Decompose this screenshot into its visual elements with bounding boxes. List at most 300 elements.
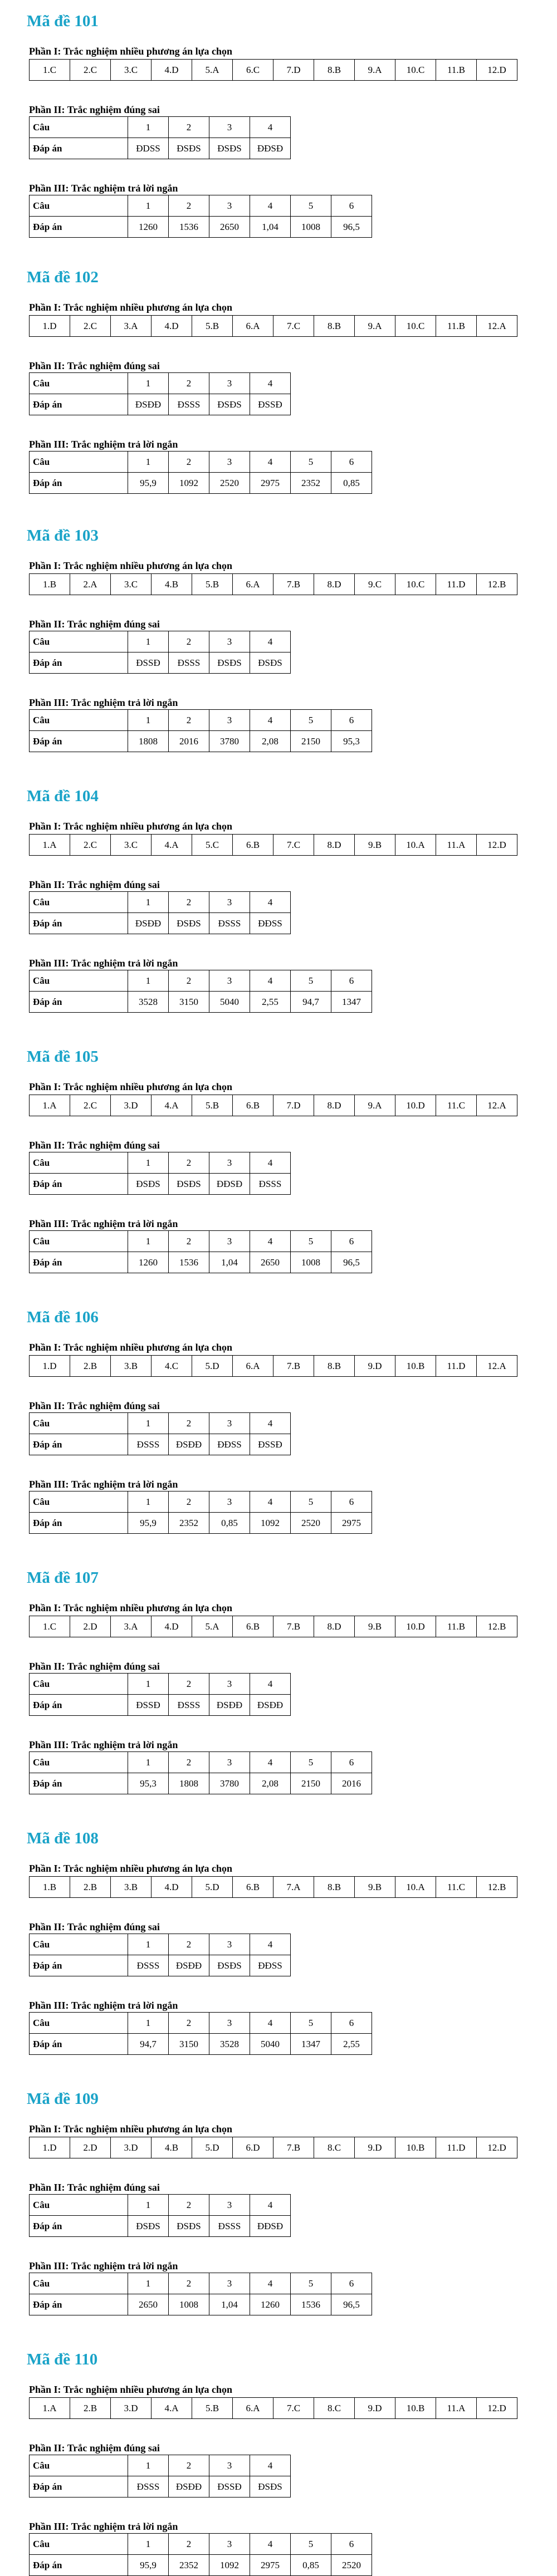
tf-answer-cell: ĐSSS xyxy=(209,913,250,934)
short-answer-cell: 1536 xyxy=(169,1252,209,1273)
row-header-question: Câu xyxy=(30,1674,128,1695)
short-answer-cell: 1,04 xyxy=(250,217,291,238)
tf-answer-cell: ĐSĐS xyxy=(250,652,291,674)
mc-answer-cell: 12.B xyxy=(477,1616,517,1637)
question-number-cell: 5 xyxy=(291,195,331,217)
part3-heading: Phần III: Trắc nghiệm trả lời ngắn xyxy=(29,2521,178,2532)
mc-answer-cell: 11.A xyxy=(436,2398,477,2419)
table-row xyxy=(30,1934,291,1955)
multiple-choice-table xyxy=(29,2137,517,2158)
question-number-cell: 2 xyxy=(169,1491,209,1513)
tf-answer-cell: ĐSĐS xyxy=(169,1174,209,1195)
mc-answer-cell: 8.D xyxy=(314,1616,355,1637)
true-false-table xyxy=(29,1152,291,1195)
question-number-cell: 5 xyxy=(291,452,331,473)
question-number-cell: 1 xyxy=(128,1491,169,1513)
table-row xyxy=(30,1095,517,1116)
exam-code-title: Mã đề 106 xyxy=(27,1308,99,1326)
tf-answer-cell: ĐSĐS xyxy=(128,2216,169,2237)
question-number-cell: 4 xyxy=(250,1231,291,1252)
exam-block xyxy=(0,1306,557,1534)
mc-answer-cell: 12.A xyxy=(477,316,517,337)
part3-heading: Phần III: Trắc nghiệm trả lời ngắn xyxy=(29,2000,178,2011)
question-number-cell: 3 xyxy=(209,2534,250,2555)
question-number-cell: 4 xyxy=(250,1491,291,1513)
question-number-cell: 6 xyxy=(331,195,372,217)
exam-code-title: Mã đề 105 xyxy=(27,1048,99,1066)
tf-answer-cell: ĐSĐS xyxy=(169,138,209,159)
mc-answer-cell: 1.B xyxy=(30,574,70,595)
mc-answer-cell: 7.C xyxy=(273,835,314,856)
part2-heading: Phần II: Trắc nghiệm đúng sai xyxy=(29,2182,160,2193)
table-row xyxy=(30,2455,291,2476)
mc-answer-cell: 11.D xyxy=(436,2137,477,2158)
mc-answer-cell: 11.A xyxy=(436,835,477,856)
mc-answer-cell: 7.C xyxy=(273,2398,314,2419)
tf-answer-cell: ĐĐSĐ xyxy=(250,2216,291,2237)
mc-answer-cell: 1.D xyxy=(30,1356,70,1377)
multiple-choice-table xyxy=(29,59,517,81)
tf-answer-cell: ĐSĐS xyxy=(169,913,209,934)
short-answer-cell: 5040 xyxy=(209,992,250,1013)
table-row xyxy=(30,2013,372,2034)
question-number-cell: 2 xyxy=(169,1752,209,1773)
mc-answer-cell: 3.D xyxy=(111,2137,152,2158)
short-answer-cell: 2975 xyxy=(250,473,291,494)
question-number-cell: 3 xyxy=(209,2013,250,2034)
multiple-choice-table xyxy=(29,1876,517,1898)
exam-code-title: Mã đề 110 xyxy=(27,2351,98,2368)
tf-answer-cell: ĐSSS xyxy=(169,394,209,415)
row-header-answer: Đáp án xyxy=(30,2476,128,2498)
row-header-answer: Đáp án xyxy=(30,1434,128,1455)
table-row xyxy=(30,1773,372,1794)
multiple-choice-table xyxy=(29,1616,517,1637)
mc-answer-cell: 9.A xyxy=(355,316,395,337)
mc-answer-cell: 11.B xyxy=(436,60,477,81)
part3-heading: Phần III: Trắc nghiệm trả lời ngắn xyxy=(29,183,178,194)
question-number-cell: 3 xyxy=(209,2455,250,2476)
short-answer-cell: 1260 xyxy=(250,2294,291,2315)
short-answer-cell: 2520 xyxy=(331,2555,372,2576)
mc-answer-cell: 5.D xyxy=(192,1356,233,1377)
mc-answer-cell: 1.A xyxy=(30,1095,70,1116)
tf-answer-cell: ĐSSS xyxy=(209,2216,250,2237)
question-number-cell: 1 xyxy=(128,373,169,394)
tf-answer-cell: ĐSĐS xyxy=(209,394,250,415)
table-row xyxy=(30,970,372,992)
short-answer-cell: 3150 xyxy=(169,992,209,1013)
short-answer-cell: 5040 xyxy=(250,2034,291,2055)
mc-answer-cell: 9.D xyxy=(355,2137,395,2158)
mc-answer-cell: 9.A xyxy=(355,60,395,81)
mc-answer-cell: 9.D xyxy=(355,2398,395,2419)
table-row xyxy=(30,2476,291,2498)
row-header-question: Câu xyxy=(30,892,128,913)
mc-answer-cell: 2.A xyxy=(70,574,111,595)
mc-answer-cell: 1.A xyxy=(30,2398,70,2419)
tf-answer-cell: ĐĐSĐ xyxy=(209,1174,250,1195)
question-number-cell: 4 xyxy=(250,2013,291,2034)
short-answer-cell: 3780 xyxy=(209,1773,250,1794)
table-row xyxy=(30,835,517,856)
mc-answer-cell: 10.A xyxy=(395,1877,436,1898)
mc-answer-cell: 5.B xyxy=(192,2398,233,2419)
row-header-answer: Đáp án xyxy=(30,2216,128,2237)
question-number-cell: 3 xyxy=(209,631,250,652)
question-number-cell: 6 xyxy=(331,2534,372,2555)
question-number-cell: 2 xyxy=(169,970,209,992)
question-number-cell: 3 xyxy=(209,1413,250,1434)
mc-answer-cell: 6.B xyxy=(233,1877,273,1898)
exam-block xyxy=(0,10,557,238)
mc-answer-cell: 11.B xyxy=(436,316,477,337)
table-row xyxy=(30,217,372,238)
row-header-question: Câu xyxy=(30,1491,128,1513)
part1-heading: Phần I: Trắc nghiệm nhiều phương án lựa chọn xyxy=(29,2123,232,2135)
short-answer-cell: 3150 xyxy=(169,2034,209,2055)
question-number-cell: 6 xyxy=(331,1231,372,1252)
question-number-cell: 4 xyxy=(250,452,291,473)
mc-answer-cell: 5.A xyxy=(192,1616,233,1637)
row-header-question: Câu xyxy=(30,2455,128,2476)
mc-answer-cell: 3.D xyxy=(111,2398,152,2419)
table-row xyxy=(30,2195,291,2216)
row-header-question: Câu xyxy=(30,373,128,394)
mc-answer-cell: 2.B xyxy=(70,1877,111,1898)
mc-answer-cell: 12.D xyxy=(477,2398,517,2419)
row-header-question: Câu xyxy=(30,1152,128,1174)
short-answer-cell: 2352 xyxy=(169,1513,209,1534)
mc-answer-cell: 8.B xyxy=(314,1356,355,1377)
mc-answer-cell: 12.D xyxy=(477,2137,517,2158)
short-answer-cell: 94,7 xyxy=(291,992,331,1013)
row-header-answer: Đáp án xyxy=(30,2294,128,2315)
mc-answer-cell: 3.A xyxy=(111,1616,152,1637)
question-number-cell: 2 xyxy=(169,117,209,138)
mc-answer-cell: 10.D xyxy=(395,1095,436,1116)
exam-code-title: Mã đề 107 xyxy=(27,1569,99,1587)
tf-answer-cell: ĐSSS xyxy=(128,1955,169,1976)
part1-heading: Phần I: Trắc nghiệm nhiều phương án lựa chọn xyxy=(29,821,232,832)
question-number-cell: 4 xyxy=(250,970,291,992)
table-row xyxy=(30,1695,291,1716)
short-answer-table xyxy=(29,2533,372,2576)
row-header-question: Câu xyxy=(30,117,128,138)
true-false-table xyxy=(29,2194,291,2237)
multiple-choice-table xyxy=(29,573,517,595)
row-header-question: Câu xyxy=(30,1934,128,1955)
mc-answer-cell: 12.B xyxy=(477,1877,517,1898)
mc-answer-cell: 3.B xyxy=(111,1877,152,1898)
mc-answer-cell: 8.B xyxy=(314,60,355,81)
tf-answer-cell: ĐSĐS xyxy=(169,2216,209,2237)
multiple-choice-table xyxy=(29,1095,517,1116)
short-answer-cell: 2,55 xyxy=(250,992,291,1013)
mc-answer-cell: 6.A xyxy=(233,1356,273,1377)
row-header-answer: Đáp án xyxy=(30,992,128,1013)
short-answer-cell: 3780 xyxy=(209,731,250,752)
question-number-cell: 4 xyxy=(250,2455,291,2476)
part3-heading: Phần III: Trắc nghiệm trả lời ngắn xyxy=(29,1479,178,1490)
multiple-choice-table xyxy=(29,315,517,337)
row-header-answer: Đáp án xyxy=(30,394,128,415)
mc-answer-cell: 3.B xyxy=(111,1356,152,1377)
question-number-cell: 3 xyxy=(209,452,250,473)
mc-answer-cell: 10.A xyxy=(395,835,436,856)
part1-heading: Phần I: Trắc nghiệm nhiều phương án lựa chọn xyxy=(29,302,232,313)
table-row xyxy=(30,1174,291,1195)
short-answer-cell: 2352 xyxy=(169,2555,209,2576)
short-answer-cell: 1092 xyxy=(250,1513,291,1534)
mc-answer-cell: 8.C xyxy=(314,2398,355,2419)
exam-code-title: Mã đề 104 xyxy=(27,787,99,805)
mc-answer-cell: 2.C xyxy=(70,835,111,856)
short-answer-cell: 1536 xyxy=(169,217,209,238)
row-header-answer: Đáp án xyxy=(30,1252,128,1273)
true-false-table xyxy=(29,372,291,415)
mc-answer-cell: 6.D xyxy=(233,2137,273,2158)
short-answer-cell: 95,9 xyxy=(128,473,169,494)
mc-answer-cell: 2.B xyxy=(70,1356,111,1377)
short-answer-cell: 94,7 xyxy=(128,2034,169,2055)
tf-answer-cell: ĐDSS xyxy=(128,138,169,159)
mc-answer-cell: 12.D xyxy=(477,60,517,81)
mc-answer-cell: 4.D xyxy=(152,1616,192,1637)
short-answer-cell: 1008 xyxy=(291,1252,331,1273)
row-header-question: Câu xyxy=(30,195,128,217)
question-number-cell: 4 xyxy=(250,1152,291,1174)
row-header-answer: Đáp án xyxy=(30,473,128,494)
mc-answer-cell: 7.B xyxy=(273,2137,314,2158)
tf-answer-cell: ĐSĐĐ xyxy=(209,1695,250,1716)
row-header-question: Câu xyxy=(30,2195,128,2216)
table-row xyxy=(30,2294,372,2315)
part3-heading: Phần III: Trắc nghiệm trả lời ngắn xyxy=(29,1739,178,1750)
part3-heading: Phần III: Trắc nghiệm trả lời ngắn xyxy=(29,439,178,450)
part1-heading: Phần I: Trắc nghiệm nhiều phương án lựa chọn xyxy=(29,1602,232,1613)
tf-answer-cell: ĐSSS xyxy=(169,1695,209,1716)
mc-answer-cell: 1.D xyxy=(30,2137,70,2158)
row-header-answer: Đáp án xyxy=(30,652,128,674)
mc-answer-cell: 12.A xyxy=(477,1356,517,1377)
mc-answer-cell: 2.C xyxy=(70,316,111,337)
tf-answer-cell: ĐSSĐ xyxy=(250,1434,291,1455)
tf-answer-cell: ĐSSĐ xyxy=(209,2476,250,2498)
tf-answer-cell: ĐSSS xyxy=(128,1434,169,1455)
short-answer-cell: 1808 xyxy=(128,731,169,752)
short-answer-cell: 0,85 xyxy=(291,2555,331,2576)
question-number-cell: 3 xyxy=(209,373,250,394)
mc-answer-cell: 8.B xyxy=(314,1877,355,1898)
mc-answer-cell: 7.B xyxy=(273,1616,314,1637)
part3-heading: Phần III: Trắc nghiệm trả lời ngắn xyxy=(29,697,178,708)
question-number-cell: 1 xyxy=(128,2534,169,2555)
question-number-cell: 4 xyxy=(250,1752,291,1773)
table-row xyxy=(30,117,291,138)
multiple-choice-table xyxy=(29,1355,517,1377)
question-number-cell: 1 xyxy=(128,195,169,217)
short-answer-cell: 3528 xyxy=(128,992,169,1013)
tf-answer-cell: ĐSSĐ xyxy=(128,652,169,674)
mc-answer-cell: 8.D xyxy=(314,1095,355,1116)
table-row xyxy=(30,1152,291,1174)
table-row xyxy=(30,473,372,494)
question-number-cell: 2 xyxy=(169,1674,209,1695)
mc-answer-cell: 4.C xyxy=(152,1356,192,1377)
question-number-cell: 6 xyxy=(331,1491,372,1513)
table-row xyxy=(30,631,291,652)
question-number-cell: 1 xyxy=(128,1413,169,1434)
mc-answer-cell: 10.C xyxy=(395,316,436,337)
part2-heading: Phần II: Trắc nghiệm đúng sai xyxy=(29,1921,160,1932)
mc-answer-cell: 8.C xyxy=(314,2137,355,2158)
exam-block xyxy=(0,785,557,1013)
question-number-cell: 5 xyxy=(291,1752,331,1773)
mc-answer-cell: 5.D xyxy=(192,1877,233,1898)
question-number-cell: 3 xyxy=(209,2195,250,2216)
mc-answer-cell: 2.D xyxy=(70,2137,111,2158)
part1-heading: Phần I: Trắc nghiệm nhiều phương án lựa chọn xyxy=(29,1863,232,1874)
tf-answer-cell: ĐSĐĐ xyxy=(169,2476,209,2498)
short-answer-cell: 0,85 xyxy=(331,473,372,494)
table-row xyxy=(30,1413,291,1434)
question-number-cell: 4 xyxy=(250,195,291,217)
part2-heading: Phần II: Trắc nghiệm đúng sai xyxy=(29,2442,160,2454)
short-answer-cell: 1347 xyxy=(331,992,372,1013)
table-row xyxy=(30,195,372,217)
short-answer-cell: 95,9 xyxy=(128,1513,169,1534)
question-number-cell: 1 xyxy=(128,452,169,473)
short-answer-cell: 96,5 xyxy=(331,217,372,238)
mc-answer-cell: 9.A xyxy=(355,1095,395,1116)
part3-heading: Phần III: Trắc nghiệm trả lời ngắn xyxy=(29,958,178,969)
short-answer-cell: 95,3 xyxy=(128,1773,169,1794)
question-number-cell: 5 xyxy=(291,2534,331,2555)
row-header-answer: Đáp án xyxy=(30,1174,128,1195)
question-number-cell: 2 xyxy=(169,195,209,217)
mc-answer-cell: 1.B xyxy=(30,1877,70,1898)
question-number-cell: 5 xyxy=(291,1491,331,1513)
exam-block xyxy=(0,524,557,752)
question-number-cell: 1 xyxy=(128,2013,169,2034)
table-row xyxy=(30,1877,517,1898)
table-row xyxy=(30,731,372,752)
table-row xyxy=(30,138,291,159)
question-number-cell: 2 xyxy=(169,2534,209,2555)
question-number-cell: 5 xyxy=(291,2273,331,2294)
table-row xyxy=(30,574,517,595)
true-false-table xyxy=(29,1673,291,1716)
question-number-cell: 2 xyxy=(169,1934,209,1955)
tf-answer-cell: ĐSĐĐ xyxy=(169,1955,209,1976)
mc-answer-cell: 6.B xyxy=(233,835,273,856)
table-row xyxy=(30,2555,372,2576)
question-number-cell: 2 xyxy=(169,2455,209,2476)
question-number-cell: 1 xyxy=(128,2455,169,2476)
mc-answer-cell: 11.C xyxy=(436,1095,477,1116)
mc-answer-cell: 8.D xyxy=(314,835,355,856)
table-row xyxy=(30,1252,372,1273)
mc-answer-cell: 11.D xyxy=(436,1356,477,1377)
row-header-question: Câu xyxy=(30,2273,128,2294)
short-answer-cell: 1092 xyxy=(209,2555,250,2576)
mc-answer-cell: 10.B xyxy=(395,1356,436,1377)
question-number-cell: 2 xyxy=(169,631,209,652)
mc-answer-cell: 4.A xyxy=(152,1095,192,1116)
question-number-cell: 1 xyxy=(128,631,169,652)
question-number-cell: 1 xyxy=(128,2195,169,2216)
row-header-question: Câu xyxy=(30,1231,128,1252)
row-header-answer: Đáp án xyxy=(30,217,128,238)
table-row xyxy=(30,1491,372,1513)
table-row xyxy=(30,2216,291,2237)
exam-code-title: Mã đề 103 xyxy=(27,527,99,544)
question-number-cell: 1 xyxy=(128,117,169,138)
question-number-cell: 4 xyxy=(250,2273,291,2294)
row-header-question: Câu xyxy=(30,2534,128,2555)
short-answer-table xyxy=(29,970,372,1013)
table-row xyxy=(30,992,372,1013)
mc-answer-cell: 3.C xyxy=(111,574,152,595)
multiple-choice-table xyxy=(29,834,517,856)
mc-answer-cell: 11.C xyxy=(436,1877,477,1898)
tf-answer-cell: ĐSĐS xyxy=(209,1955,250,1976)
part1-heading: Phần I: Trắc nghiệm nhiều phương án lựa chọn xyxy=(29,1081,232,1092)
short-answer-cell: 2520 xyxy=(209,473,250,494)
true-false-table xyxy=(29,2455,291,2498)
tf-answer-cell: ĐSSS xyxy=(169,652,209,674)
question-number-cell: 1 xyxy=(128,970,169,992)
question-number-cell: 2 xyxy=(169,1413,209,1434)
mc-answer-cell: 12.D xyxy=(477,835,517,856)
exam-block xyxy=(0,1046,557,1273)
short-answer-cell: 1808 xyxy=(169,1773,209,1794)
table-row xyxy=(30,1616,517,1637)
table-row xyxy=(30,1356,517,1377)
short-answer-cell: 2650 xyxy=(128,2294,169,2315)
question-number-cell: 2 xyxy=(169,892,209,913)
question-number-cell: 2 xyxy=(169,710,209,731)
tf-answer-cell: ĐSSS xyxy=(128,2476,169,2498)
part2-heading: Phần II: Trắc nghiệm đúng sai xyxy=(29,1400,160,1411)
question-number-cell: 4 xyxy=(250,2534,291,2555)
part1-heading: Phần I: Trắc nghiệm nhiều phương án lựa chọn xyxy=(29,2384,232,2395)
question-number-cell: 1 xyxy=(128,892,169,913)
question-number-cell: 1 xyxy=(128,1674,169,1695)
mc-answer-cell: 5.D xyxy=(192,2137,233,2158)
short-answer-cell: 1008 xyxy=(291,217,331,238)
short-answer-cell: 2150 xyxy=(291,1773,331,1794)
table-row xyxy=(30,2273,372,2294)
table-row xyxy=(30,316,517,337)
mc-answer-cell: 10.B xyxy=(395,2398,436,2419)
question-number-cell: 3 xyxy=(209,1152,250,1174)
short-answer-cell: 2975 xyxy=(250,2555,291,2576)
question-number-cell: 3 xyxy=(209,1752,250,1773)
short-answer-table xyxy=(29,709,372,752)
mc-answer-cell: 7.D xyxy=(273,60,314,81)
short-answer-cell: 1260 xyxy=(128,1252,169,1273)
question-number-cell: 5 xyxy=(291,1231,331,1252)
mc-answer-cell: 6.A xyxy=(233,574,273,595)
short-answer-cell: 1,04 xyxy=(209,2294,250,2315)
part3-heading: Phần III: Trắc nghiệm trả lời ngắn xyxy=(29,1218,178,1229)
table-row xyxy=(30,1434,291,1455)
question-number-cell: 5 xyxy=(291,2013,331,2034)
mc-answer-cell: 5.B xyxy=(192,316,233,337)
multiple-choice-table xyxy=(29,2397,517,2419)
